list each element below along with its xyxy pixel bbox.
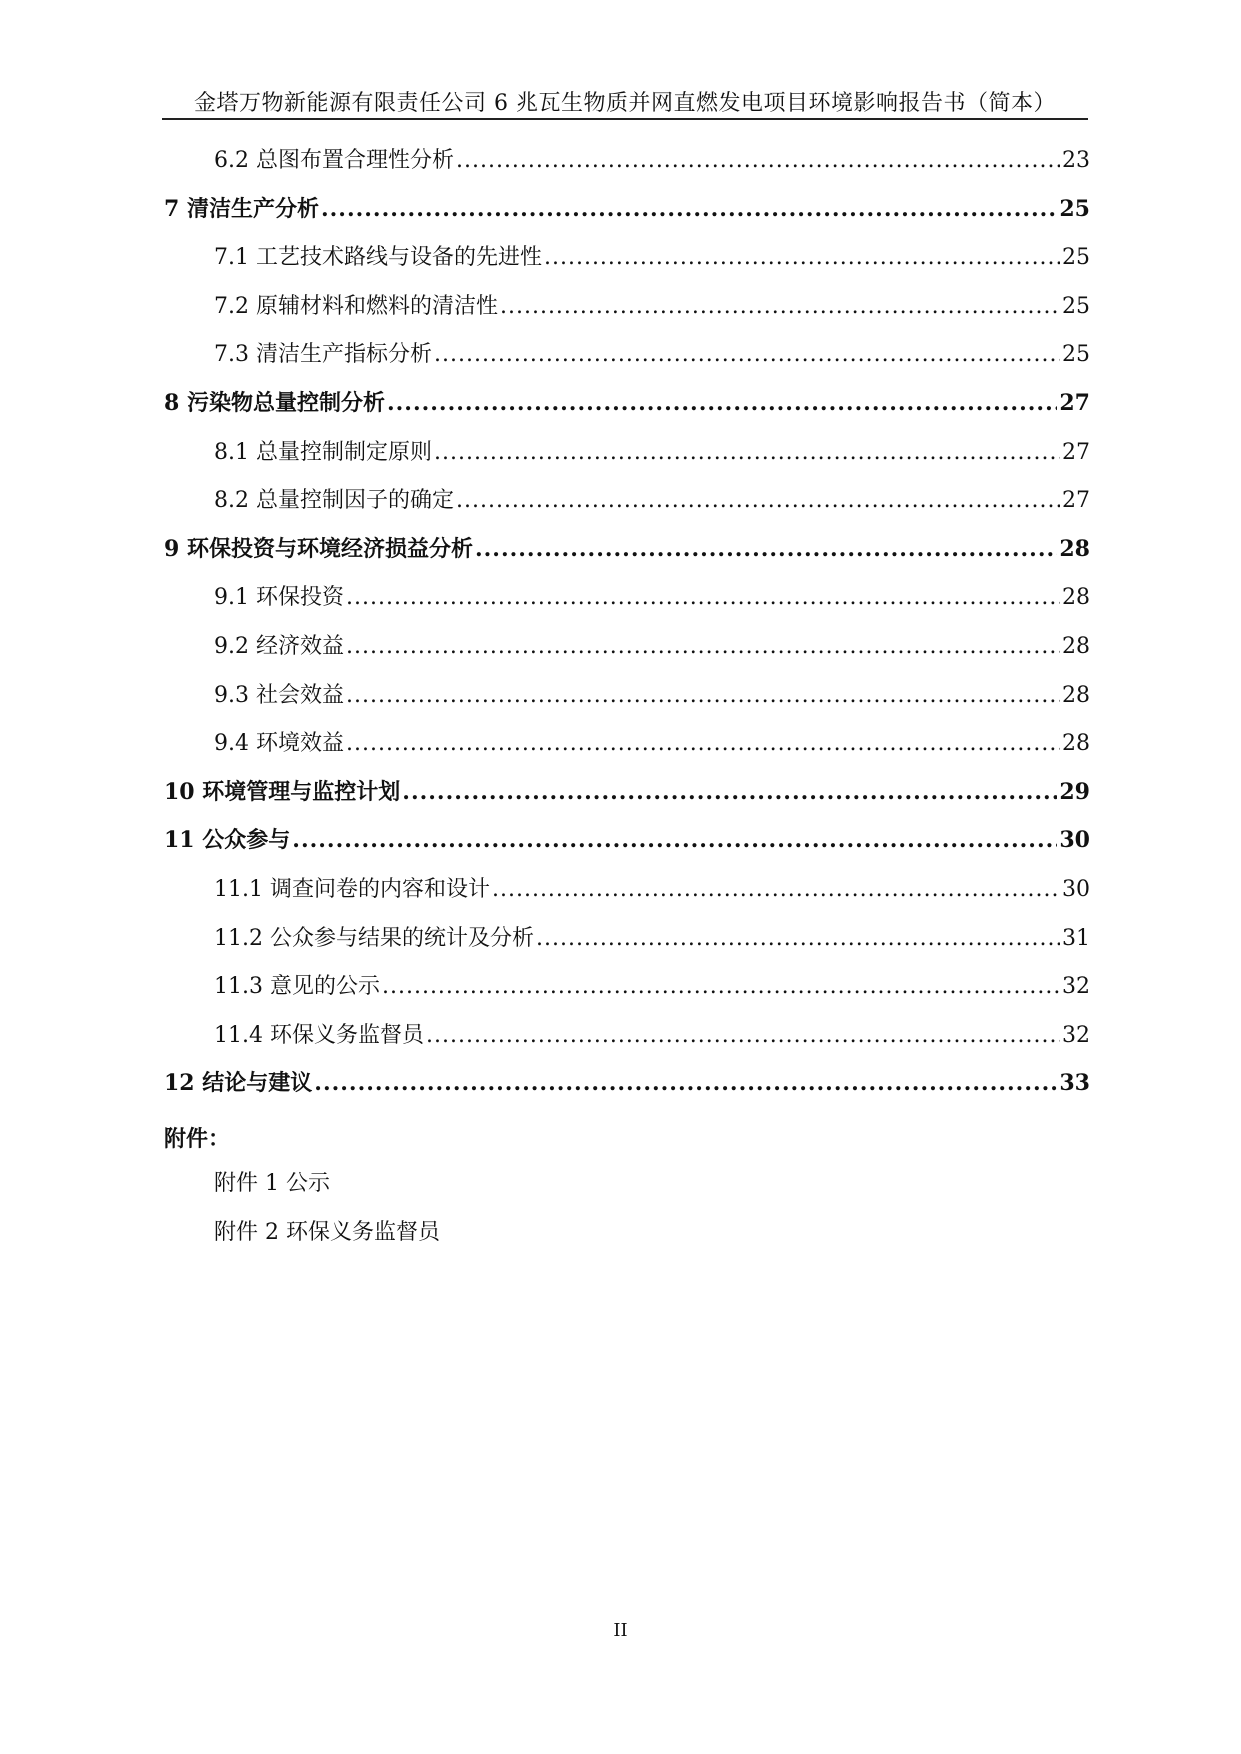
toc-section-entry[interactable]	[164, 435, 1090, 484]
toc-entry-title: 11 公众参与	[164, 827, 291, 854]
toc-section-entry[interactable]	[164, 726, 1090, 775]
toc-entry-title: 7.1 工艺技术路线与设备的先进性	[214, 245, 542, 271]
toc-dot-leader	[292, 827, 1057, 853]
toc-entry-title: 7 清洁生产分析	[164, 195, 319, 222]
toc-dot-leader	[402, 779, 1057, 805]
toc-section-entry[interactable]	[164, 969, 1090, 1018]
toc-dot-leader	[346, 634, 1060, 659]
toc-entry-page-number: 32	[1062, 1022, 1090, 1048]
toc-entry-title: 11.3 意见的公示	[214, 974, 380, 1000]
toc-entry-page-number: 23	[1062, 148, 1090, 173]
toc-dot-leader	[475, 536, 1057, 562]
toc-entry-page-number: 28	[1062, 585, 1090, 611]
table-of-contents	[164, 143, 1090, 1115]
toc-section-entry[interactable]	[164, 872, 1090, 921]
toc-entry-page-number: 28	[1062, 633, 1090, 659]
toc-entry-page-number: 25	[1062, 342, 1090, 368]
appendix-heading: 附件：	[164, 1126, 231, 1152]
toc-section-entry[interactable]	[164, 1018, 1090, 1067]
toc-chapter-entry[interactable]	[164, 775, 1090, 824]
toc-entry-page-number: 27	[1062, 439, 1090, 465]
toc-entry-page-number: 25	[1062, 293, 1090, 319]
toc-dot-leader	[346, 683, 1060, 708]
toc-entry-title: 7.2 原辅材料和燃料的清洁性	[214, 293, 498, 319]
toc-dot-leader	[387, 390, 1057, 416]
toc-entry-title: 11.2 公众参与结果的统计及分析	[214, 925, 534, 951]
toc-chapter-entry[interactable]	[164, 192, 1090, 241]
toc-chapter-entry[interactable]	[164, 823, 1090, 872]
toc-chapter-entry[interactable]	[164, 386, 1090, 435]
toc-entry-page-number: 27	[1059, 389, 1090, 416]
toc-entry-page-number: 30	[1059, 827, 1090, 854]
toc-entry-page-number: 25	[1059, 195, 1090, 222]
toc-dot-leader	[434, 440, 1060, 465]
toc-entry-title: 7.3 清洁生产指标分析	[214, 342, 432, 368]
page-number: II	[613, 1620, 628, 1641]
toc-entry-page-number: 27	[1062, 488, 1090, 514]
toc-section-entry[interactable]	[164, 483, 1090, 532]
toc-entry-title: 6.2 总图布置合理性分析	[214, 148, 454, 173]
running-header: 金塔万物新能源有限责任公司 6 兆瓦生物质并网直燃发电项目环境影响报告书（简本）	[194, 91, 1056, 116]
toc-dot-leader	[321, 196, 1057, 222]
toc-dot-leader	[426, 1023, 1060, 1048]
toc-chapter-entry[interactable]	[164, 532, 1090, 581]
toc-entry-title: 11.1 调查问卷的内容和设计	[214, 876, 490, 902]
toc-dot-leader	[536, 926, 1060, 951]
toc-dot-leader	[314, 1070, 1057, 1096]
toc-entry-title: 9.2 经济效益	[214, 633, 344, 659]
header-rule	[162, 118, 1088, 120]
toc-entry-title: 8.1 总量控制制定原则	[214, 439, 432, 465]
toc-dot-leader	[492, 877, 1060, 902]
toc-section-entry[interactable]	[164, 629, 1090, 678]
toc-dot-leader	[544, 245, 1060, 270]
toc-section-entry[interactable]	[164, 580, 1090, 629]
toc-dot-leader	[382, 974, 1060, 999]
toc-section-entry[interactable]	[164, 921, 1090, 970]
toc-entry-page-number: 32	[1062, 974, 1090, 1000]
toc-entry-title: 10 环境管理与监控计划	[164, 778, 401, 805]
toc-section-entry[interactable]	[164, 337, 1090, 386]
toc-section-entry[interactable]	[164, 678, 1090, 727]
toc-entry-title: 9.1 环保投资	[214, 585, 344, 611]
toc-entry-page-number: 28	[1062, 731, 1090, 757]
toc-section-entry[interactable]	[164, 289, 1090, 338]
toc-entry-page-number: 28	[1059, 535, 1090, 562]
toc-dot-leader	[346, 585, 1060, 610]
toc-dot-leader	[434, 342, 1060, 367]
toc-section-entry[interactable]	[164, 143, 1090, 192]
toc-entry-title: 9 环保投资与环境经济损益分析	[164, 535, 473, 562]
toc-chapter-entry[interactable]	[164, 1066, 1090, 1115]
appendix-list	[214, 1170, 440, 1267]
toc-entry-title: 9.3 社会效益	[214, 682, 344, 708]
toc-entry-title: 12 结论与建议	[164, 1070, 313, 1097]
toc-entry-page-number: 30	[1062, 876, 1090, 902]
toc-entry-page-number: 28	[1062, 682, 1090, 708]
toc-entry-title: 8.2 总量控制因子的确定	[214, 488, 454, 514]
toc-dot-leader	[456, 148, 1060, 173]
toc-dot-leader	[456, 488, 1060, 513]
toc-entry-title: 11.4 环保义务监督员	[214, 1022, 424, 1048]
toc-dot-leader	[346, 731, 1060, 756]
toc-entry-title: 9.4 环境效益	[214, 731, 344, 757]
toc-dot-leader	[500, 294, 1060, 319]
toc-entry-page-number: 29	[1059, 778, 1090, 805]
toc-entry-page-number: 31	[1062, 925, 1090, 951]
appendix-item[interactable]: 附件 1 公示	[214, 1171, 330, 1196]
appendix-item[interactable]: 附件 2 环保义务监督员	[214, 1219, 440, 1245]
toc-entry-page-number: 33	[1059, 1070, 1090, 1097]
toc-section-entry[interactable]	[164, 240, 1090, 289]
toc-entry-title: 8 污染物总量控制分析	[164, 389, 385, 416]
toc-entry-page-number: 25	[1062, 245, 1090, 271]
